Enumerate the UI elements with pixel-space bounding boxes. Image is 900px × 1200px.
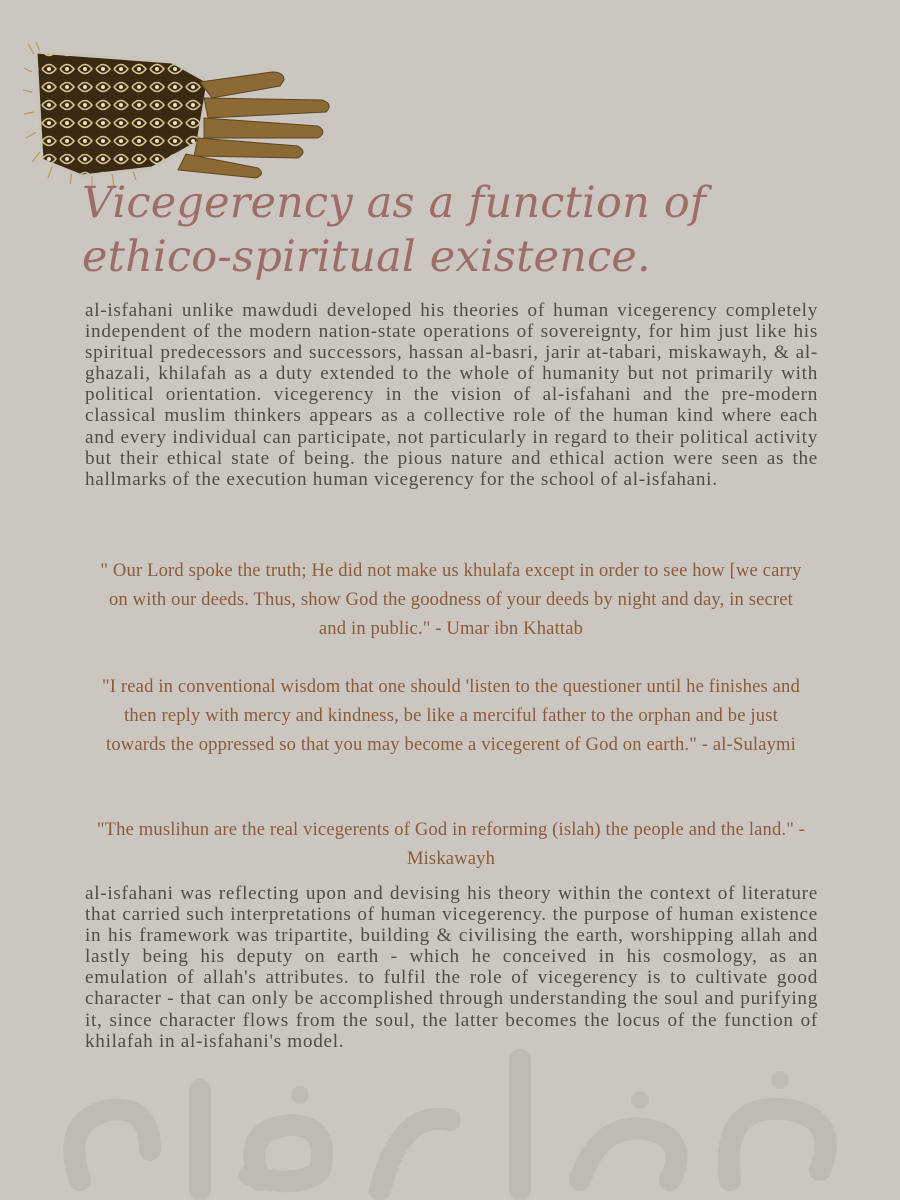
glove-illustration — [22, 42, 342, 192]
quote-sulaymi: "I read in conventional wisdom that one should 'listen to the questioner until he finishes and then reply with mercy and kindness, be like a merciful father to the orphan and be just towards the oppressed so that you may become a vicegerent of God on earth." - al-Sulaymi — [102, 676, 800, 755]
page-title: Vicegerency as a function of ethico-spiritual existence. — [82, 178, 707, 282]
quote-umar: " Our Lord spoke the truth; He did not make us khulafa except in order to see how [we carry on with our deeds. Thus, show God the goodness of your deeds by night and day, in secret and in public." - Umar ibn Khattab — [100, 560, 802, 639]
body-paragraph-2: al-isfahani was reflecting upon and devising his theory within the context of literature that carried such interpretations of human vicegerency. the purpose of human existence in his framework was tripartite, building & civilising the earth, worshipping allah and lastly being his deputy on earth - which he conceived in his cosmology, as an emulation of allah's attributes. to fulfil the role of vicegerency is to cultivate good character - that can only be accomplished through understanding the soul and purifying it, since character flows from the soul, the latter becomes the locus of the function of khilafah in al-isfahani's model. — [85, 883, 818, 1052]
quote-miskawayh: "The muslihun are the real vicegerents of God in reforming (islah) the people and the land." - Miskawayh — [96, 819, 806, 869]
body-paragraph-1: al-isfahani unlike mawdudi developed his theories of human vicegerency completely independent of the modern nation-state operations of sovereignty, for him just like his spiritual predecessors and successors, hassan al-basri, jarir at-tabari, miskawayh, & al-ghazali, khilafah as a duty extended to the whole of humanity but not primarily with political orientation. vicegerency in the vision of al-isfahani and the pre-modern classical muslim thinkers appears as a collective role of the human kind where each and every individual can participate, not particularly in regard to their political activity but their ethical state of being. the pious nature and ethical action were seen as the hallmarks of the execution human vicegerency for the school of al-isfahani. — [85, 300, 818, 490]
